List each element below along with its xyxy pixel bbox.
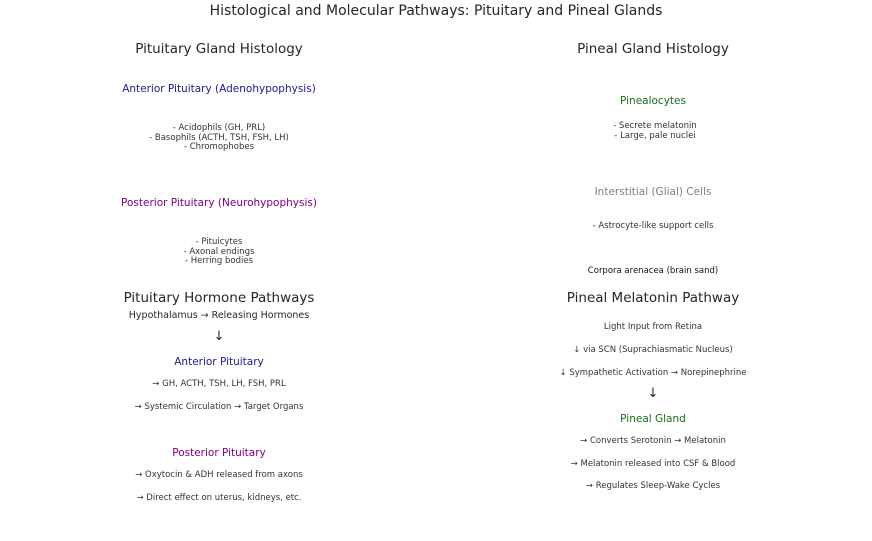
pituitary-histology-heading: Pituitary Gland Histology bbox=[135, 41, 303, 57]
pituitary-pathways-heading: Pituitary Hormone Pathways bbox=[123, 290, 315, 306]
pineal-gland-label: Pineal Gland bbox=[620, 413, 686, 425]
pineal-pathway-step-2: ↓ via SCN (Suprachiasmatic Nucleus) bbox=[573, 345, 733, 355]
pineal-pathway-heading: Pineal Melatonin Pathway bbox=[566, 290, 740, 306]
anterior-pathway-step-1: → GH, ACTH, TSH, LH, FSH, PRL bbox=[152, 379, 286, 389]
interstitial-cells-label: Interstitial (Glial) Cells bbox=[594, 186, 712, 198]
posterior-pathway-step-2: → Direct effect on uterus, kidneys, etc. bbox=[136, 493, 302, 503]
anterior-pituitary-pathway-label: Anterior Pituitary bbox=[174, 356, 264, 368]
posterior-pituitary-details: - Pituicytes - Axonal endings - Herring bodies bbox=[183, 237, 255, 267]
pineal-pathway-step-3: ↓ Sympathetic Activation → Norepinephrine bbox=[559, 368, 747, 378]
posterior-pituitary-label: Posterior Pituitary (Neurohypophysis) bbox=[121, 197, 317, 209]
figure-title: Histological and Molecular Pathways: Pituitary and Pineal Glands bbox=[209, 3, 663, 19]
interstitial-cells-details: - Astrocyte-like support cells bbox=[592, 221, 714, 231]
pineal-pathway-step-4: → Converts Serotonin → Melatonin bbox=[580, 436, 726, 446]
down-arrow-icon: ↓ bbox=[213, 329, 225, 344]
pineal-histology-heading: Pineal Gland Histology bbox=[577, 41, 729, 57]
corpora-arenacea-label: Corpora arenacea (brain sand) bbox=[587, 266, 719, 276]
pineal-pathway-step-1: Light Input from Retina bbox=[603, 322, 703, 332]
anterior-pituitary-label: Anterior Pituitary (Adenohypophysis) bbox=[122, 83, 316, 95]
pineal-pathway-step-5: → Melatonin released into CSF & Blood bbox=[570, 459, 736, 469]
anterior-pituitary-details: - Acidophils (GH, PRL) - Basophils (ACTH, TSH, FSH, LH) - Chromophobes bbox=[149, 123, 289, 153]
anterior-pathway-step-2: → Systemic Circulation → Target Organs bbox=[134, 402, 304, 412]
pinealocytes-label: Pinealocytes bbox=[620, 95, 686, 107]
posterior-pathway-step-1: → Oxytocin & ADH released from axons bbox=[135, 470, 303, 480]
down-arrow-icon: ↓ bbox=[647, 386, 659, 401]
pineal-pathway-step-6: → Regulates Sleep-Wake Cycles bbox=[585, 481, 721, 491]
hypothalamus-step: Hypothalamus → Releasing Hormones bbox=[128, 310, 310, 321]
posterior-pituitary-pathway-label: Posterior Pituitary bbox=[172, 447, 266, 459]
pinealocytes-details: - Secrete melatonin - Large, pale nuclei bbox=[613, 121, 697, 141]
